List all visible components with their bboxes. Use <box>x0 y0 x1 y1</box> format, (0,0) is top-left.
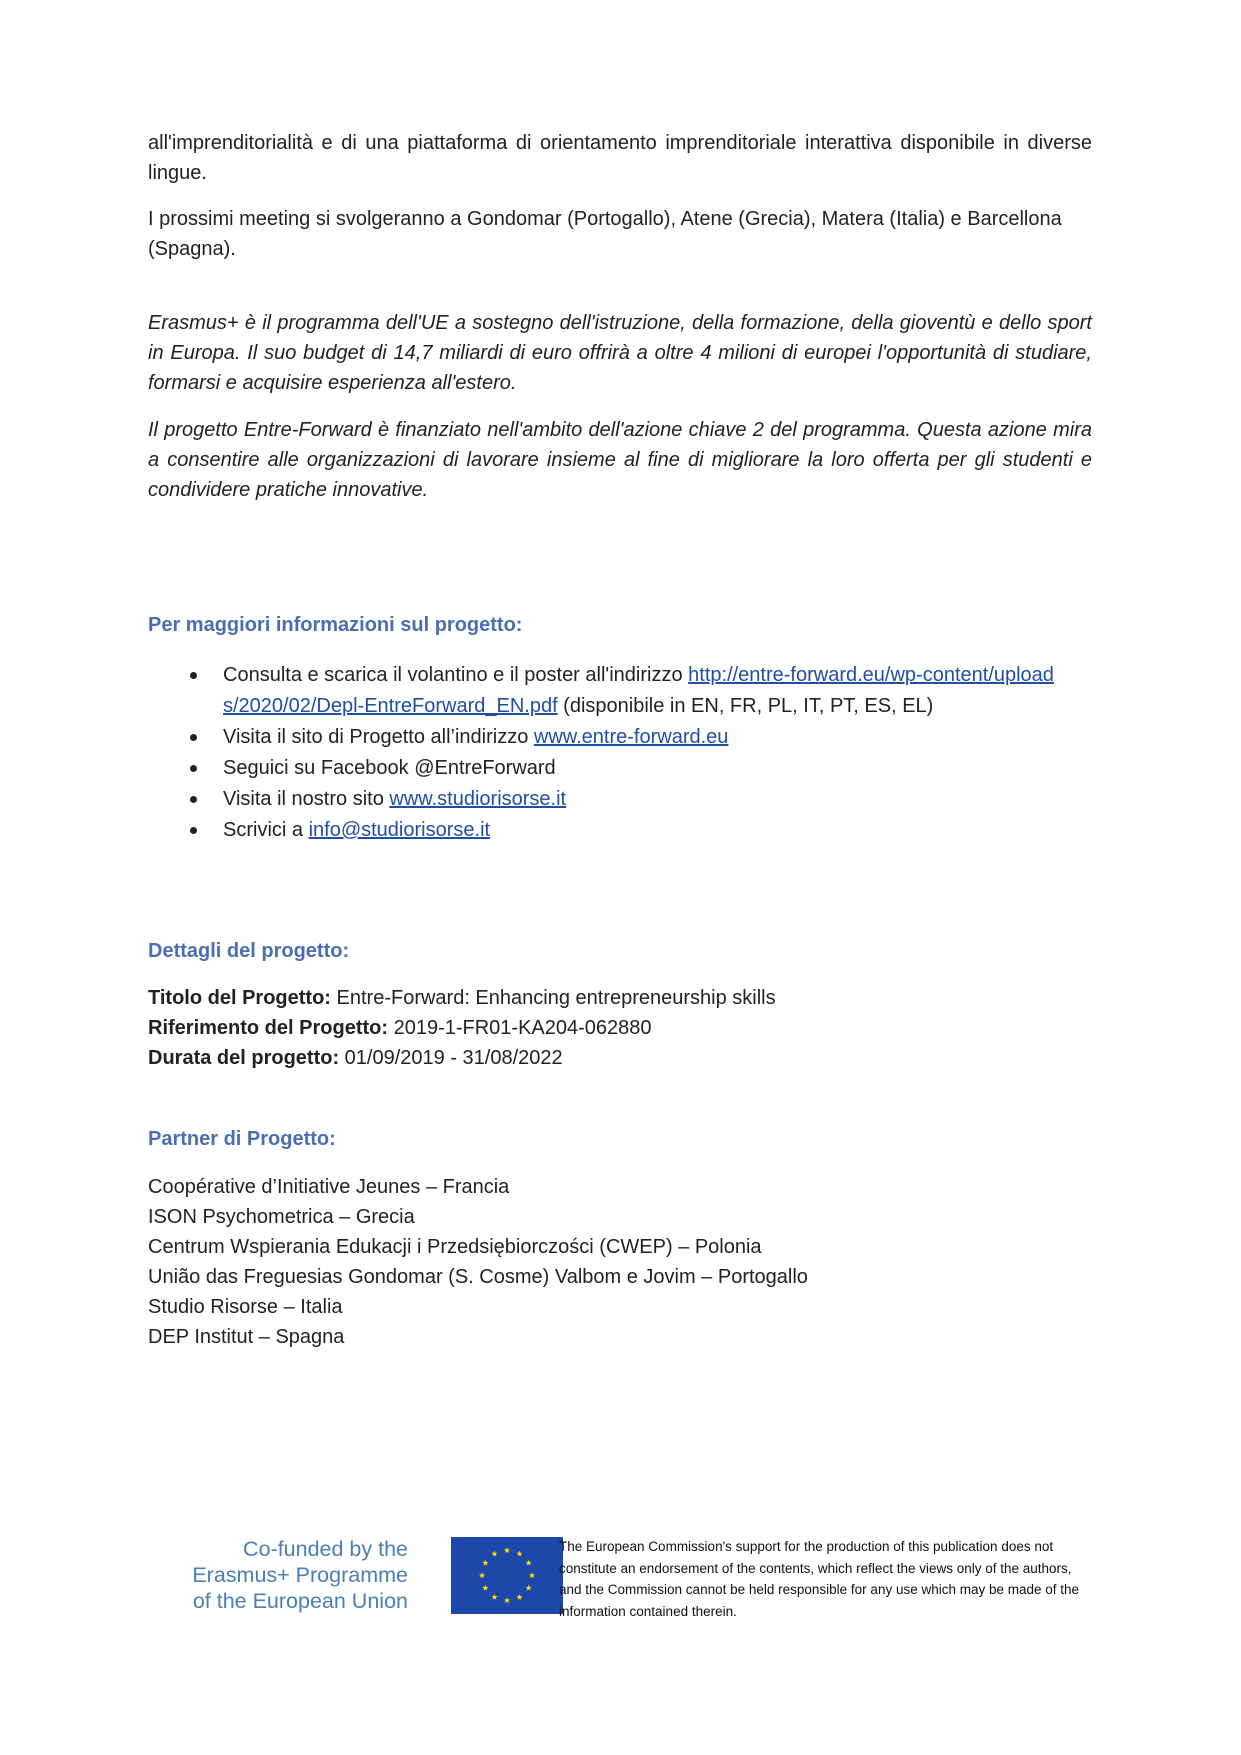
info-list <box>148 660 1068 846</box>
project-site-link[interactable]: www.entre-forward.eu <box>533 726 729 748</box>
partner-item: Coopérative d’Initiative Jeunes – Francia <box>148 1176 510 1198</box>
bullet-icon <box>190 734 197 741</box>
list-item: Visita il sito di Progetto all’indirizzo www.entre-forward.eu <box>148 722 1068 753</box>
project-details <box>148 983 776 1073</box>
partner-item: Studio Risorse – Italia <box>148 1296 343 1318</box>
partner-item: ISON Psychometrica – Grecia <box>148 1206 415 1228</box>
list-item: Scrivici a info@studiorisorse.it <box>148 815 1068 846</box>
partner-item: Centrum Wspierania Edukacji i Przedsiębiorczości (CWEP) – Polonia <box>148 1236 762 1258</box>
intro-paragraph-2: I prossimi meeting si svolgeranno a Gondomar (Portogallo), Atene (Grecia), Matera (Italia) e Barcellona (Spagna). <box>148 208 1062 260</box>
bullet-icon <box>190 672 197 679</box>
studiorisorse-site-link[interactable]: www.studiorisorse.it <box>389 788 567 810</box>
bullet-icon <box>190 796 197 803</box>
bullet-icon <box>190 827 197 834</box>
info-heading: Per maggiori informazioni sul progetto: <box>148 614 523 636</box>
intro-paragraph-1: all'imprenditorialità e di una piattaforma di orientamento imprenditoriale interattiva disponibile in diverse lingue. <box>148 132 1092 184</box>
project-funding-paragraph: Il progetto Entre-Forward è finanziato nell'ambito dell'azione chiave 2 del programma. Questa azione mira a consentire alle organizzazioni di lavorare insieme al fine di migliorare la loro offerta per gli studenti e condividere pratiche innovative. <box>148 419 1092 501</box>
flyer-link[interactable]: http://entre-forward.eu/wp-content/uploads/2020/02/Depl-EntreForward_EN.pdf <box>223 664 1054 717</box>
details-heading: Dettagli del progetto: <box>148 940 350 962</box>
project-title-row: Titolo del Progetto: Entre-Forward: Enhancing entrepreneurship skills <box>148 987 776 1009</box>
erasmus-cofunded-logo <box>168 1536 540 1620</box>
partners-list <box>148 1172 808 1352</box>
partner-item: DEP Institut – Spagna <box>148 1326 345 1348</box>
project-duration-row: Durata del progetto: 01/09/2019 - 31/08/2022 <box>148 1047 563 1069</box>
cofunded-text: Co-funded by the Erasmus+ Programme of the European Union <box>192 1537 408 1613</box>
eu-flag-icon <box>451 1537 563 1614</box>
eu-disclaimer: The European Commission's support for the production of this publication does not constitute an endorsement of the contents, which reflect the views only of the authors, and the Commission cannot be held responsible for any use which may be made of the information contained therein. <box>559 1539 1080 1619</box>
project-reference-row: Riferimento del Progetto: 2019-1-FR01-KA204-062880 <box>148 1017 652 1039</box>
partners-heading: Partner di Progetto: <box>148 1128 336 1150</box>
list-item: Seguici su Facebook @EntreForward <box>148 753 1068 784</box>
list-item: Consulta e scarica il volantino e il poster all'indirizzo http://entre-forward.eu/wp-content/uploads/2020/02/Depl-EntreForward_EN.pdf (disponibile in EN, FR, PL, IT, PT, ES, EL) <box>148 660 1068 722</box>
bullet-icon <box>190 765 197 772</box>
erasmus-paragraph: Erasmus+ è il programma dell'UE a sostegno dell'istruzione, della formazione, della gioventù e dello sport in Europa. Il suo budget di 14,7 miliardi di euro offrirà a oltre 4 milioni di europei l'opportunità di studiare, formarsi e acquisire esperienza all'estero. <box>148 312 1092 394</box>
list-item: Visita il nostro sito www.studiorisorse.it <box>148 784 1068 815</box>
email-link[interactable]: info@studiorisorse.it <box>308 819 491 841</box>
partner-item: União das Freguesias Gondomar (S. Cosme) Valbom e Jovim – Portogallo <box>148 1266 808 1288</box>
